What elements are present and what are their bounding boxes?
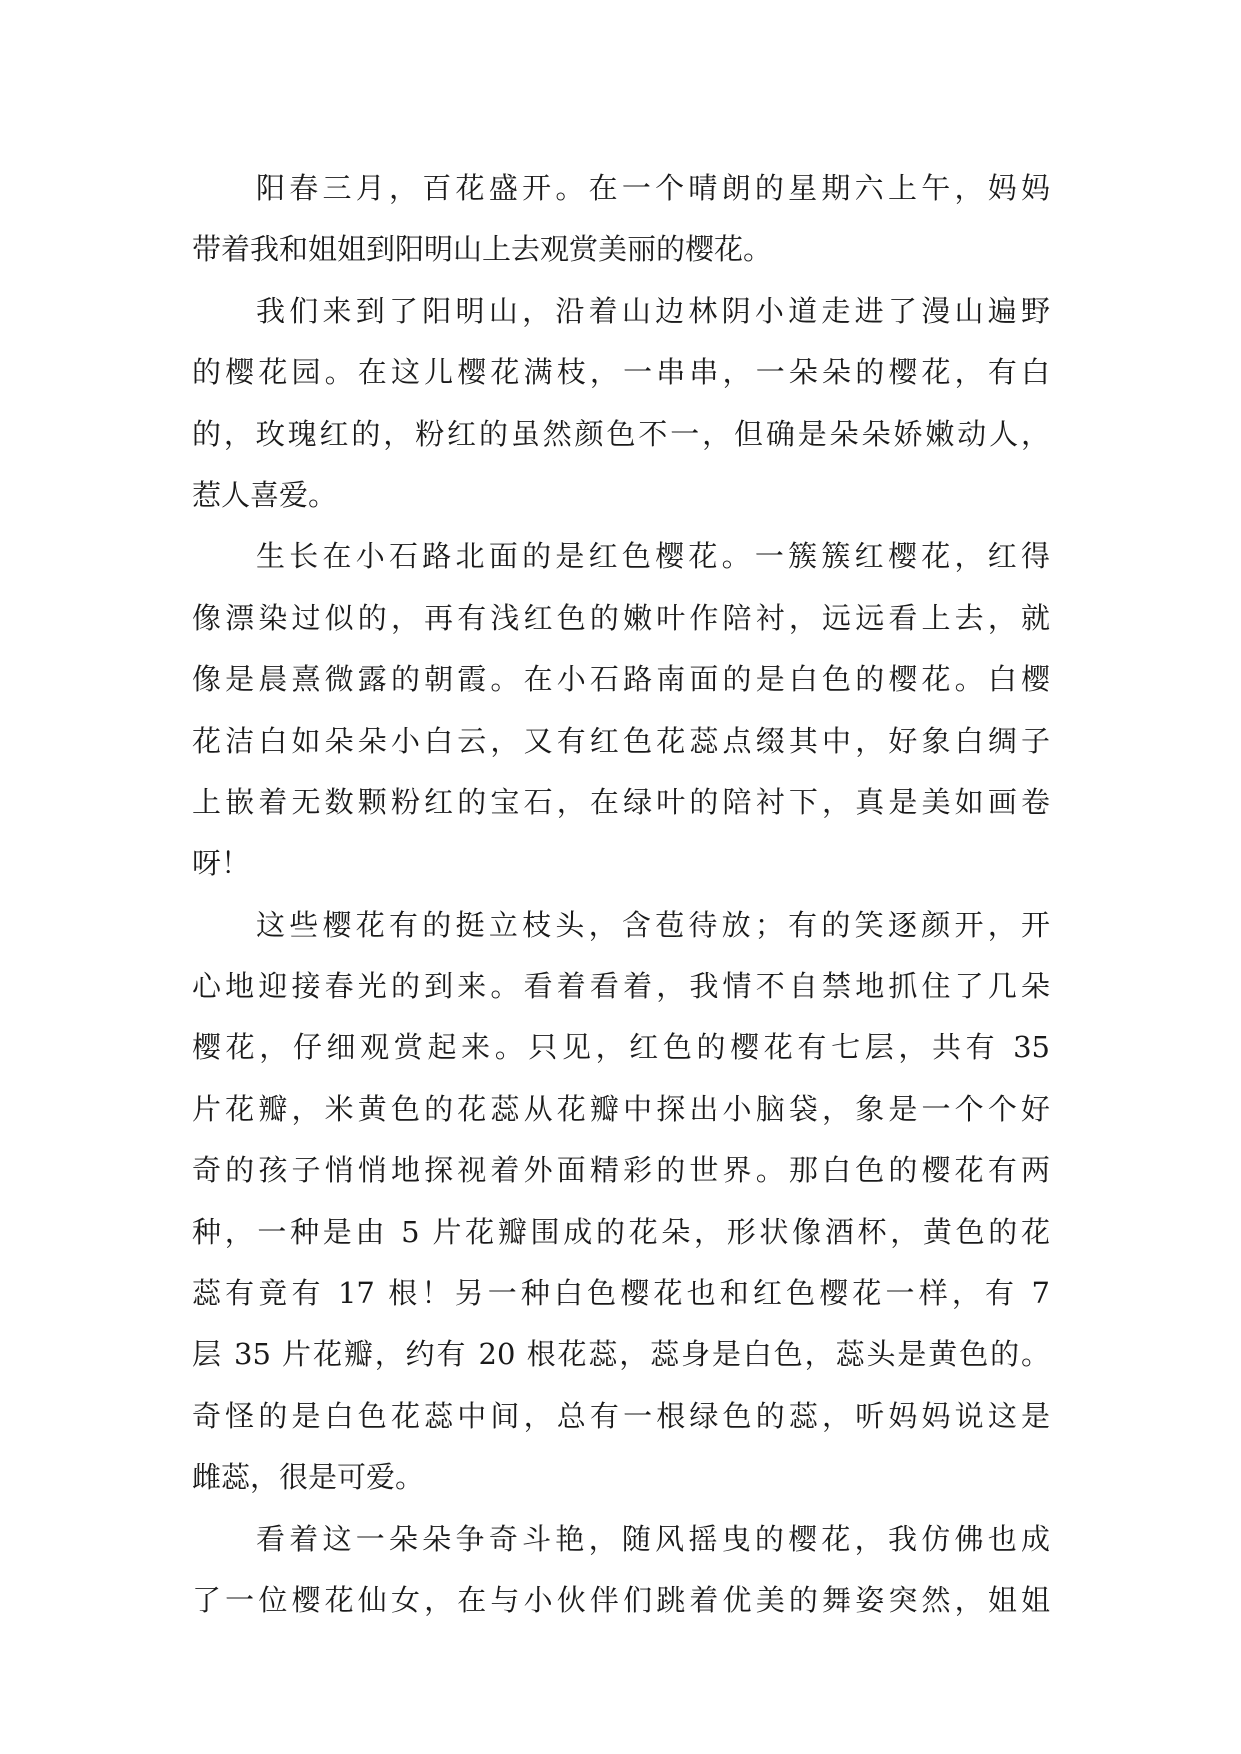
paragraph-first-line: 生长在小石路北面的是红色樱花。一簇簇红樱花，红得 (256, 539, 1050, 574)
paragraph-first-line: 阳春三月，百花盛开。在一个晴朗的星期六上午，妈妈 (256, 171, 1050, 205)
text-line: 的樱花园。在这儿樱花满枝，一串串，一朵朵的樱花，有白 (192, 355, 1050, 390)
text-line: 带着我和姐姐到阳明山上去观赏美丽的樱花。 (192, 232, 773, 267)
text-line: 了一位樱花仙女，在与小伙伴们跳着优美的舞姿突然，姐姐 (192, 1582, 1050, 1617)
text-line: 心地迎接春光的到来。看着看着，我情不自禁地抓住了几朵 (192, 969, 1050, 1004)
text-line: 奇的孩子悄悄地探视着外面精彩的世界。那白色的樱花有两 (192, 1153, 1050, 1188)
text-line: 像是晨熹微露的朝霞。在小石路南面的是白色的樱花。白樱 (192, 662, 1050, 697)
text-line: 的，玫瑰红的，粉红的虽然颜色不一，但确是朵朵娇嫩动人， (192, 416, 1050, 451)
text-line: 雌蕊，很是可爱。 (192, 1460, 425, 1495)
paragraph-first-line: 这些樱花有的挺立枝头，含苞待放；有的笑逐颜开，开 (256, 907, 1050, 942)
text-line: 惹人喜爱。 (192, 477, 338, 512)
text-line: 蕊有竟有 17 根！另一种白色樱花也和红色樱花一样，有 7 (192, 1276, 1050, 1311)
text-line: 像漂染过似的，再有浅红色的嫩叶作陪衬，远远看上去，就 (192, 600, 1050, 635)
text-line: 花洁白如朵朵小白云，又有红色花蕊点缀其中，好象白绸子 (192, 723, 1050, 758)
paragraph-first-line: 看着这一朵朵争奇斗艳，随风摇曳的樱花，我仿佛也成 (256, 1521, 1050, 1556)
text-line: 呀！ (192, 846, 251, 881)
essay-body (192, 158, 1050, 1631)
text-line: 樱花，仔细观赏起来。只见，红色的樱花有七层，共有 35 (192, 1030, 1050, 1065)
text-line: 种，一种是由 5 片花瓣围成的花朵，形状像酒杯，黄色的花 (192, 1214, 1050, 1249)
text-line: 上嵌着无数颗粉红的宝石，在绿叶的陪衬下，真是美如画卷 (192, 784, 1050, 819)
text-line: 片花瓣，米黄色的花蕊从花瓣中探出小脑袋，象是一个个好 (192, 1091, 1050, 1126)
text-line: 层 35 片花瓣，约有 20 根花蕊，蕊身是白色，蕊头是黄色的。 (192, 1337, 1050, 1372)
paragraph-first-line: 我们来到了阳明山，沿着山边林阴小道走进了漫山遍野 (256, 293, 1050, 328)
text-line: 奇怪的是白色花蕊中间，总有一根绿色的蕊，听妈妈说这是 (192, 1398, 1050, 1433)
